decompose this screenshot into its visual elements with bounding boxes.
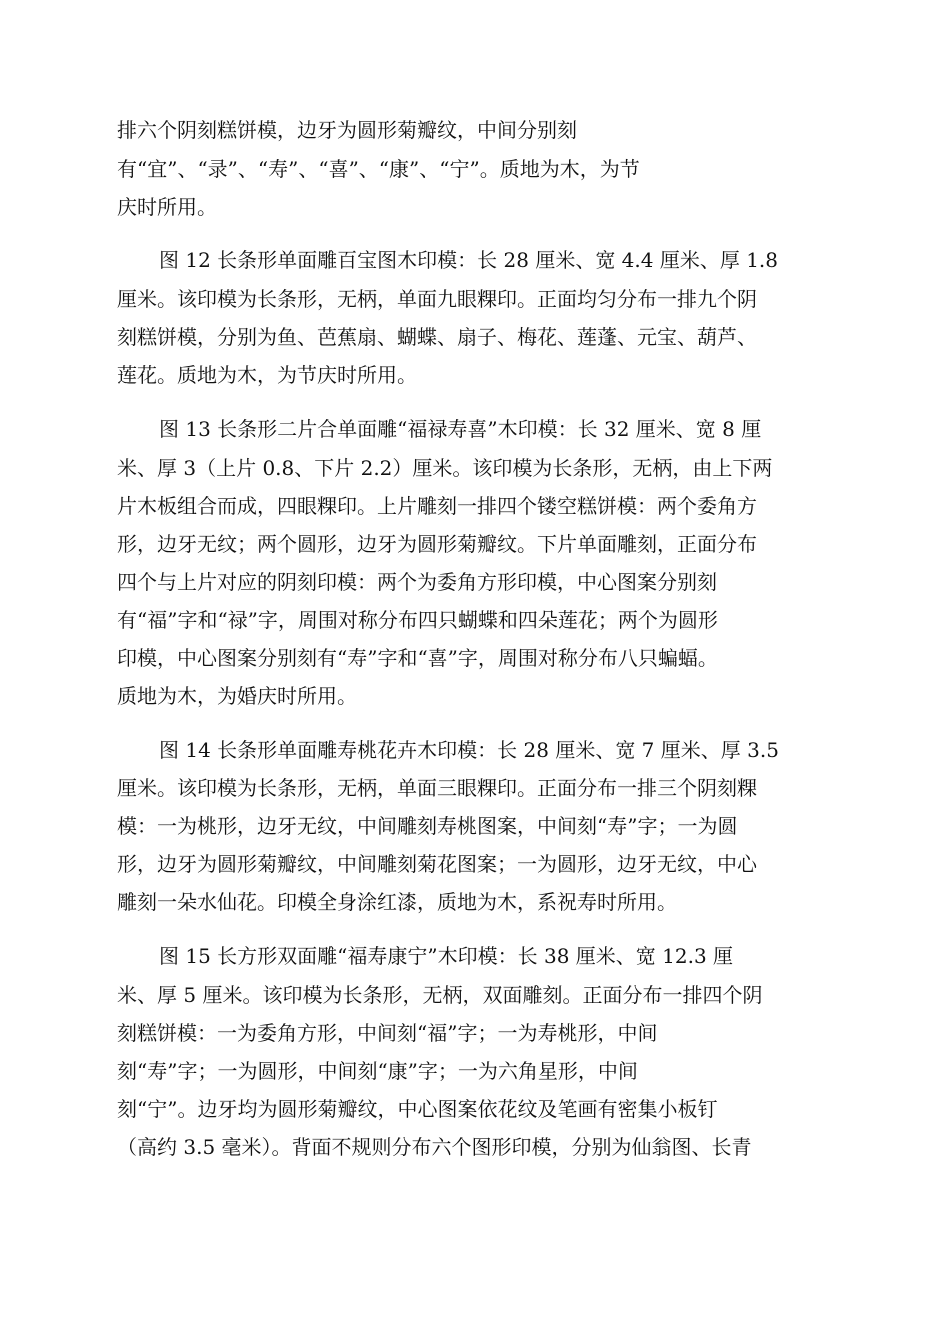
text-line: 印模，中心图案分别刻有“寿”字和“喜”字，周围对称分布八只蝙蝠。 (117, 646, 718, 670)
paragraph-start-fig12: 图 12 长条形单面雕百宝图木印模：长 28 厘米、宽 4.4 厘米、厚 1.8 (159, 248, 779, 272)
text-line: 片木板组合而成，四眼粿印。上片雕刻一排四个镂空糕饼模：两个委角方 (117, 494, 757, 518)
paragraph-start-fig15: 图 15 长方形双面雕“福寿康宁”木印模：长 38 厘米、宽 12.3 厘 (159, 944, 734, 968)
text-line: （高约 3.5 毫米）。背面不规则分布六个图形印模，分别为仙翁图、长青 (117, 1135, 752, 1159)
text-line: 四个与上片对应的阴刻印模：两个为委角方形印模，中心图案分别刻 (117, 570, 717, 594)
paragraph-start-fig14: 图 14 长条形单面雕寿桃花卉木印模：长 28 厘米、宽 7 厘米、厚 3.5 (159, 738, 779, 762)
text-line: 有“福”字和“禄”字，周围对称分布四只蝴蝶和四朵莲花；两个为圆形 (117, 608, 718, 632)
text-line: 排六个阴刻糕饼模，边牙为圆形菊瓣纹，中间分别刻 (117, 118, 577, 142)
text-line: 米、厚 5 厘米。该印模为长条形，无柄，双面雕刻。正面分布一排四个阴 (117, 983, 763, 1007)
text-line: 刻糕饼模：一为委角方形，中间刻“福”字；一为寿桃形，中间 (117, 1021, 658, 1045)
text-line: 厘米。该印模为长条形，无柄，单面九眼粿印。正面均匀分布一排九个阴 (117, 287, 757, 311)
text-line: 模：一为桃形，边牙无纹，中间雕刻寿桃图案，中间刻“寿”字；一为圆 (117, 814, 738, 838)
text-line: 莲花。质地为木，为节庆时所用。 (117, 363, 417, 387)
text-line: 米、厚 3（上片 0.8、下片 2.2）厘米。该印模为长条形，无柄，由上下两 (117, 456, 773, 480)
text-line: 厘米。该印模为长条形，无柄，单面三眼粿印。正面分布一排三个阴刻粿 (117, 776, 757, 800)
paragraph-start-fig13: 图 13 长条形二片合单面雕“福禄寿喜”木印模：长 32 厘米、宽 8 厘 (159, 417, 762, 441)
text-line: 庆时所用。 (117, 195, 217, 219)
text-line: 雕刻一朵水仙花。印模全身涂红漆，质地为木，系祝寿时所用。 (117, 890, 677, 914)
text-line: 形，边牙无纹；两个圆形，边牙为圆形菊瓣纹。下片单面雕刻，正面分布 (117, 532, 757, 556)
text-line: 刻糕饼模，分别为鱼、芭蕉扇、蝴蝶、扇子、梅花、莲蓬、元宝、葫芦、 (117, 325, 757, 349)
text-line: 刻“宁”。边牙均为圆形菊瓣纹，中心图案依花纹及笔画有密集小板钉 (117, 1097, 718, 1121)
text-line: 刻“寿”字；一为圆形，中间刻“康”字；一为六角星形，中间 (117, 1059, 638, 1083)
text-line: 质地为木，为婚庆时所用。 (117, 684, 357, 708)
text-line: 有“宜”、“录”、“寿”、“喜”、“康”、“宁”。质地为木，为节 (117, 157, 640, 181)
text-line: 形，边牙为圆形菊瓣纹，中间雕刻菊花图案；一为圆形，边牙无纹，中心 (117, 852, 757, 876)
